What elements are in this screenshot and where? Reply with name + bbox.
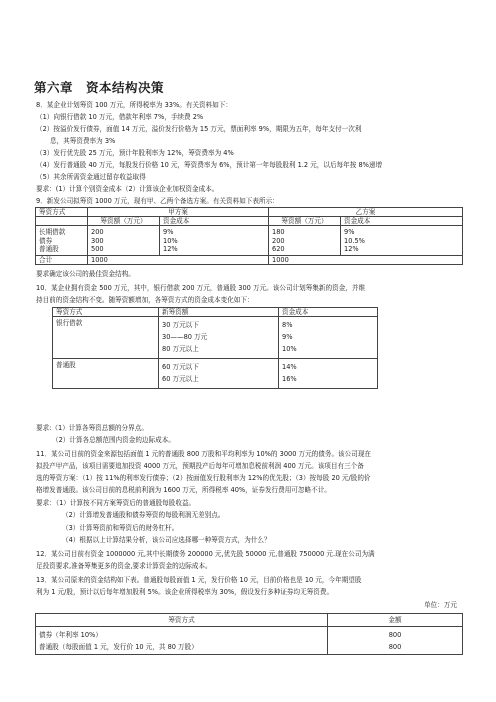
q9-sub-cost-a: 资金成本 <box>160 217 269 226</box>
q10-header-cost: 资金成本 <box>279 308 378 317</box>
q9-header-plan-a: 甲方案 <box>88 208 269 217</box>
q12-line-2: 足投资要求,准备筹集更多的资金,要求计算资金的边际成本。 <box>36 562 212 570</box>
q10-method-loan: 银行借款 <box>53 317 159 359</box>
q10-range: 30 万元以下 <box>162 321 199 330</box>
q9-b-cost: 10.5% <box>344 236 365 245</box>
q9-b-amount: 620 <box>272 244 285 253</box>
q11-line-3: 选的筹资方案：（1）按 11%的利率发行债券；（2）按面值发行股利率为 12%的优先股；（3）按每股 20 元/股的价 <box>36 474 371 482</box>
q10-range: 60 万元以上 <box>162 375 199 384</box>
q10-header-new: 新筹资额 <box>159 308 279 317</box>
q9-body-row <box>36 226 463 256</box>
q9-sub-amount-a: 筹资额（万元） <box>88 217 160 226</box>
q10-cost: 9% <box>282 333 293 342</box>
q12-line-1: 12．某公司目前有资金 1000000 元,其中长期债务 200000 元,优先股 50000 元,普通股 750000 元.现在公司为满 <box>36 550 375 558</box>
q9-a-cost: 9% <box>163 228 174 237</box>
q9-method: 普通股 <box>39 244 59 253</box>
q9-total-a: 1000 <box>88 256 269 265</box>
q13-table <box>35 613 463 655</box>
q11-line-1: 11．某公司目前的资金来源包括面值 1 元的普通股 800 万股和平均利率为 10%的 3000 万元的债务。该公司现在 <box>36 450 372 458</box>
q13-method: 债券（年利率 10%） <box>39 631 102 639</box>
q9-subheader-row <box>36 217 463 226</box>
q11-line-5: 要求：（1）计算按不同方案筹资后的普通股每股收益。 <box>36 499 196 507</box>
q9-method: 长期借款 <box>39 228 66 237</box>
q13-header-row <box>36 614 463 627</box>
q9-intro: 9．新发公司拟筹资 1000 万元，现有甲、乙两个备选方案。有关资料如下表所示： <box>36 197 279 205</box>
q10-group-stock <box>53 359 378 389</box>
q10-intro-1: 10．某企业拥有资金 500 万元，其中，银行借款 200 万元，普通股 300 万元。该公司计划筹集新的资金，并维 <box>36 284 366 292</box>
q11-line-2: 拟投产甲产品，该项目需要追加投资 4000 万元，预期投产后每年可增加息税前利润 400 万元。该项目有三个备 <box>36 462 364 470</box>
q10-cost: 14% <box>282 363 297 372</box>
q8-line-8: 要求：(1）计算个别资金成本（2）计算该企业加权资金成本。 <box>36 185 219 193</box>
q8-line-7: （5）其余所需资金通过留存收益取得 <box>36 173 146 181</box>
q9-b-amount: 180 <box>272 228 285 237</box>
q9-b-amount: 200 <box>272 236 285 245</box>
q9-a-cost: 12% <box>163 244 178 253</box>
q9-a-amount: 300 <box>91 236 104 245</box>
q11-line-8: （4）根据以上计算结果分析，该公司应选择哪一种筹资方式，为什么？ <box>62 536 271 544</box>
q9-sub-amount-b: 筹资额（万元） <box>269 217 341 226</box>
q10-intro-2: 持目前的资金结构不变。随筹资额增加，各筹资方式的资金成本变化如下： <box>36 296 254 304</box>
q10-method-stock: 普通股 <box>53 359 159 389</box>
q10-range: 30——80 万元 <box>162 333 208 342</box>
chapter-title: 第六章 资本结构决策 <box>34 80 165 95</box>
q13-unit: 单位：万元 <box>424 601 457 609</box>
q13-header-method: 筹资方式 <box>36 614 328 627</box>
q9-a-amount: 500 <box>91 244 104 253</box>
q9-b-cost: 9% <box>344 228 355 237</box>
q10-cost: 10% <box>282 345 297 354</box>
q13-body-row <box>36 627 463 655</box>
q9-header-method: 筹资方式 <box>36 208 88 217</box>
q11-line-7: （3）计算筹资前和筹资后的财务杠杆。 <box>62 524 179 532</box>
q9-total-b: 1000 <box>269 256 463 265</box>
q8-line-6: （4）发行普通股 40 万元，每股发行价格 10 元，筹资费率为 6%，预计第一年每股股利 1.2 元，以后每年按 8%递增 <box>36 161 383 169</box>
q9-header-plan-b: 乙方案 <box>269 208 463 217</box>
q9-a-amount: 200 <box>91 228 104 237</box>
q10-range: 60 万元以下 <box>162 363 199 372</box>
q13-amount: 800 <box>388 643 402 651</box>
q10-header-method: 筹资方式 <box>53 308 159 317</box>
q11-line-4: 格增发普通股。该公司目前的息税前利润为 1600 万元，所得税率 40%，证券发行费用可忽略不计。 <box>36 486 331 494</box>
q10-range: 80 万元以上 <box>162 345 199 354</box>
q11-line-6: （2）计算增发普通股和债券筹资的每股利润无差别点。 <box>62 511 225 519</box>
q9-header-row <box>36 208 463 217</box>
q9-sub-cost-b: 资金成本 <box>341 217 463 226</box>
q10-req-2: （2）计算各总额范围内资金的边际成本。 <box>52 436 175 444</box>
q10-table <box>52 307 378 389</box>
q13-line-2: 利为 1 元/股，预计以后每年增加股利 5%。该企业所得税率为 30%，假设发行多种证券均无筹资费。 <box>36 588 334 596</box>
q13-amount: 800 <box>388 631 402 639</box>
q8-line-3: （2）按溢价发行债券，面值 14 万元，溢价发行价格为 15 万元，票面利率 9%，期限为五年，每年支付一次利 <box>36 125 362 133</box>
q10-cost: 16% <box>282 375 297 384</box>
q8-line-2: （1）向银行借款 10 万元，借款年利率 7%，手续费 2% <box>36 113 204 121</box>
q9-requirement: 要求确定该公司的最佳资金结构。 <box>36 270 135 278</box>
q10-header-row <box>53 308 378 317</box>
q9-b-cost: 12% <box>344 244 359 253</box>
q9-a-cost: 10% <box>163 236 178 245</box>
q9-total-row <box>36 256 463 265</box>
q8-line-4: 息，其筹资费率为 3% <box>50 137 116 145</box>
q10-group-loan <box>53 317 378 359</box>
q13-method: 普通股（每股面值 1 元，发行价 10 元，共 80 万股） <box>39 643 198 651</box>
q10-cost: 8% <box>282 321 293 330</box>
q8-line-1: 8．某企业计划筹资 100 万元，所得税率为 33%。有关资料如下： <box>36 101 232 109</box>
q13-line-1: 13．某公司原来的资金结构如下表。普通股每股面值 1 元，发行价格 10 元，目前价格也是 10 元，今年期望股 <box>36 576 362 584</box>
q10-req-1: 要求:（1）计算各筹资总额的分界点。 <box>36 424 148 432</box>
q13-header-amount: 金额 <box>328 614 463 627</box>
q8-line-5: （3）发行优先股 25 万元，预计年股利率为 12%，筹资费率为 4% <box>36 149 234 157</box>
q9-total-label: 合计 <box>36 256 88 265</box>
q9-table <box>35 207 463 265</box>
q9-method: 债券 <box>39 236 53 245</box>
